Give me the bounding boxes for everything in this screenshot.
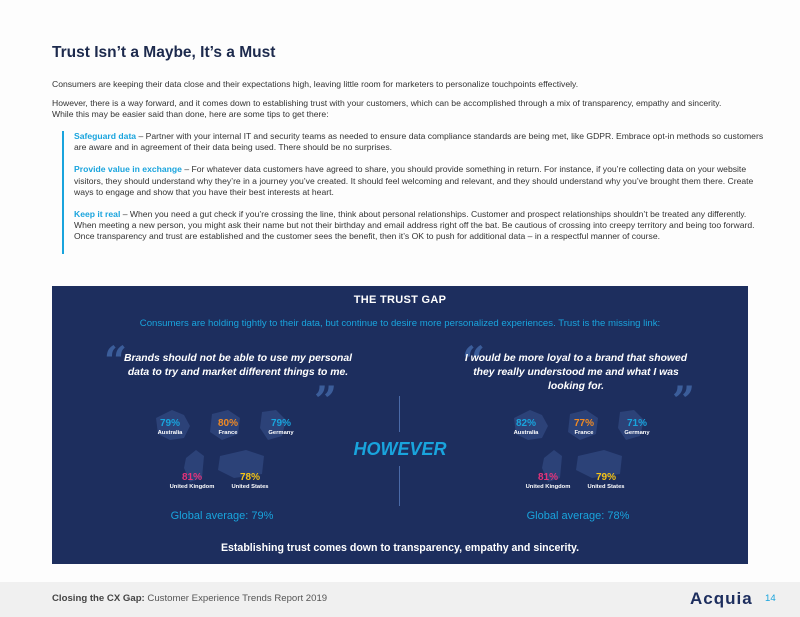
stat-percent: 79%	[270, 418, 291, 429]
infographic-title: THE TRUST GAP	[353, 294, 447, 306]
tip-safeguard-data	[74, 131, 764, 153]
acquia-logo: Acquia	[690, 589, 753, 608]
infographic-subtitle: Consumers are holding tightly to their data, but continue to desire more personalized experiences. Trust is the missing link:	[139, 318, 661, 329]
tip-heading: Safeguard data	[74, 131, 137, 141]
trust-gap-infographic	[52, 286, 748, 564]
report-name	[52, 593, 327, 604]
stat-percent: 71%	[626, 418, 647, 429]
page-title: Trust Isn’t a Maybe, It’s a Must	[52, 44, 276, 61]
stat-percent: 81%	[181, 472, 202, 483]
stat-left-australia	[148, 418, 192, 436]
page-number: 14	[765, 593, 776, 604]
tip-heading: Keep it real	[74, 209, 121, 220]
stat-right-france	[562, 418, 606, 436]
tip-body: – For whatever data customers have agreed to share, you should provide something in return. For instance, if you’re collecting data on your website visitors, they should understand why they’re in a journey you’ve created. It should feel welcoming and relevant, and they should understand why you’ve brought them there. Create ways to engage and show that you have their best interests at heart.	[74, 164, 754, 197]
stat-country: France	[218, 430, 238, 436]
stat-country: United Kingdom	[525, 484, 571, 490]
center-divider-top	[399, 396, 400, 432]
stat-country: Germany	[624, 430, 650, 436]
stat-country: Australia	[513, 430, 539, 436]
stat-country: United States	[587, 484, 625, 490]
tips-list	[62, 131, 764, 254]
stat-left-france	[206, 418, 250, 436]
stat-left-united-states	[220, 472, 280, 490]
stat-right-australia	[504, 418, 548, 436]
tip-body: – When you need a gut check if you’re crossing the line, think about personal relationships. Customer and prospect relationships shouldn’t be treated any differently. When meeting a new person, you might ask their name but not their birthday and email address right off the bat. Be cautious of crossing into creepy territory and being too forward. Once transparency and trust are established and the customer sees the benefit, then it’s OK to push for additional data – in a respectful manner of course.	[74, 209, 755, 242]
stat-percent: 77%	[573, 418, 594, 429]
stat-percent: 81%	[537, 472, 558, 483]
left-global-average: Global average: 79%	[170, 510, 274, 522]
stat-left-germany	[259, 418, 303, 436]
stat-right-germany	[615, 418, 659, 436]
stat-country: Australia	[157, 430, 183, 436]
stat-percent: 78%	[239, 472, 260, 483]
stat-country: United States	[231, 484, 269, 490]
tip-keep-it-real	[74, 209, 764, 243]
tip-provide-value	[74, 164, 764, 198]
report-name-rest: Customer Experience Trends Report 2019	[144, 593, 328, 604]
close-quote-icon: ”	[314, 378, 338, 425]
open-quote-icon: “	[104, 338, 128, 385]
intro-paragraph-1: Consumers are keeping their data close and their expectations high, leaving little room for marketers to personalize touchpoints effectively.	[52, 79, 579, 89]
report-name-bold: Closing the CX Gap:	[52, 593, 145, 604]
page-footer	[0, 582, 800, 617]
tip-heading: Provide value in exchange	[74, 164, 182, 175]
stat-country: France	[574, 430, 594, 436]
stat-country: Germany	[268, 430, 294, 436]
stat-right-united-kingdom	[518, 472, 578, 490]
stat-left-united-kingdom	[162, 472, 222, 490]
open-quote-icon: “	[462, 338, 486, 385]
however-label: HOWEVER	[353, 439, 447, 459]
center-divider-bottom	[399, 466, 400, 506]
stat-percent: 79%	[159, 418, 180, 429]
right-global-average: Global average: 78%	[526, 510, 630, 522]
stat-right-united-states	[576, 472, 636, 490]
tip-body: – Partner with your internal IT and security teams as needed to ensure data compliance standards are being met, like GDPR. Embrace opt-in methods so customers are aware and in agreement of their data being used. There should be no surprises.	[74, 131, 764, 153]
stat-percent: 82%	[515, 418, 536, 429]
stat-percent: 80%	[217, 418, 238, 429]
infographic-conclusion: Establishing trust comes down to transparency, empathy and sincerity.	[220, 542, 580, 554]
left-quote: Brands should not be able to use my personal data to try and market different things to me.	[123, 353, 353, 378]
intro-paragraph-2: However, there is a way forward, and it comes down to establishing trust with your customers, which can be accomplished through a mix of transparency, empathy and sincerity. While this may be easier said than done, here are some tips to get there:	[52, 98, 722, 120]
right-quote: I would be more loyal to a brand that showed they really understood me and what I was looking for.	[464, 353, 688, 392]
stat-country: United Kingdom	[169, 484, 215, 490]
stat-percent: 79%	[595, 472, 616, 483]
close-quote-icon: ”	[672, 378, 696, 425]
